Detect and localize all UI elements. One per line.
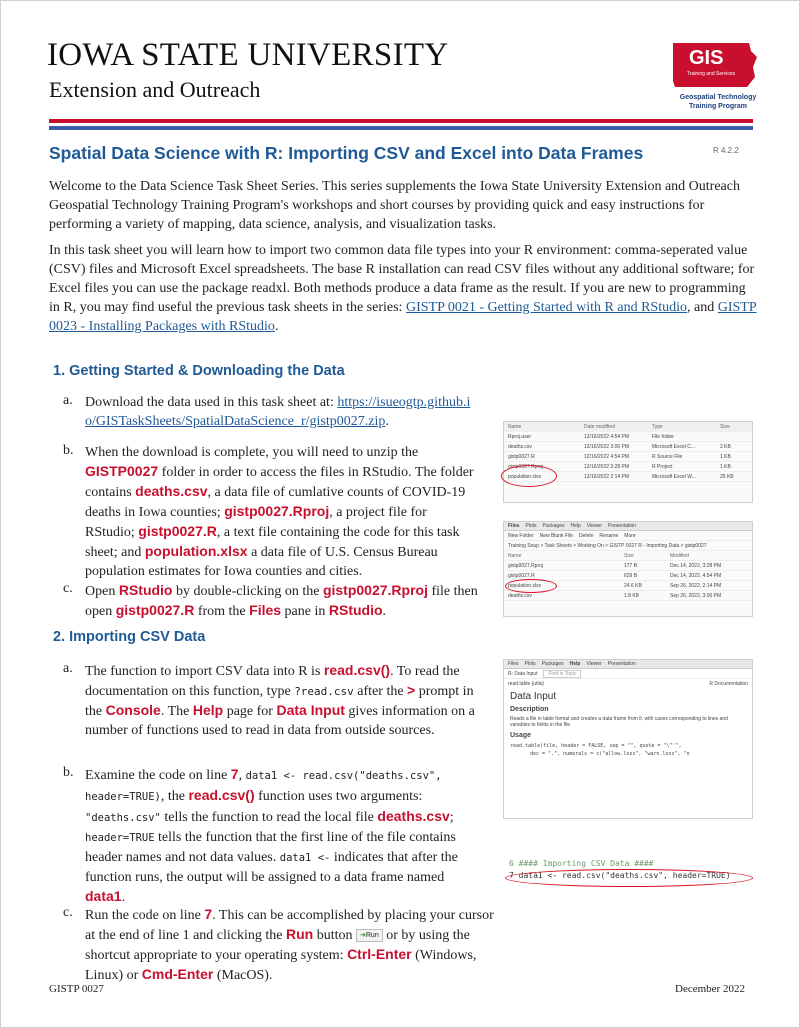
link-gistp-0021[interactable]: GISTP 0021 - Getting Started with R and RStudio (405, 300, 687, 315)
header-rule-blue (49, 126, 753, 130)
section-2-item-a (85, 661, 483, 740)
code-line-6: 6 #### Importing CSV Data #### (509, 859, 654, 868)
s2a-text: . To read the documentation on this function, type (85, 664, 460, 699)
help-crumb-row (504, 679, 752, 689)
code-line-7: 7 data1 <- read.csv("deaths.csv", header=TRUE) (509, 871, 731, 880)
help-crumb: read.table {utils} (508, 681, 544, 687)
help-usage-heading: Usage (510, 732, 532, 739)
s2b-deaths: deaths.csv (377, 808, 450, 824)
cell: 629 B (624, 572, 638, 579)
s2b-text: function uses two arguments: (258, 789, 423, 804)
s1a-end: . (385, 414, 389, 429)
cell: 12/16/2022 3:00 PM (584, 443, 630, 450)
cell: Dec 14, 2022, 4:54 PM (670, 572, 722, 579)
cell: gistp0027.R (508, 453, 535, 460)
s2b-text: tells the function to read the local file (164, 810, 374, 825)
list-letter: c. (63, 581, 73, 596)
tab: Presentation (607, 661, 636, 667)
s2c-ctrl-enter: Ctrl-Enter (347, 946, 412, 962)
s2c-line: 7 (204, 906, 213, 922)
s2a-help: Help (192, 702, 224, 718)
list-letter: c. (63, 905, 73, 920)
university-wordmark: IOWA STATE UNIVERSITY (47, 37, 449, 73)
intro-paragraph-2 (49, 241, 757, 336)
section-1-item-a (85, 393, 473, 431)
s2a-console: Console (105, 702, 161, 718)
help-tabs (504, 660, 752, 669)
cell: Sep 26, 2022, 2:14 PM (670, 582, 722, 589)
cell: 12/16/2022 3:28 PM (584, 463, 630, 470)
intro-end: . (274, 319, 279, 334)
cell: 12/16/2022 2:14 PM (584, 473, 630, 480)
section-2-item-b (85, 765, 487, 907)
s2b-text: tells the function that the first line of the file contains header names and not data values. (85, 830, 456, 865)
s2b-text: Examine the code on line (85, 768, 228, 783)
s1c-rstudio: RStudio (118, 582, 173, 598)
intro-text: In this task sheet you will learn how to import two common data file types into your R environment: comma-seperated value (CSV) files and Microsoft Excel spreadsheets. The base R installation can read CSV files without any additional software; for Excel files you can use the package readxl. Both methods produce a data frame as the result. If you are new to programming in R, you may find useful the previous task sheets in the series: (49, 243, 755, 315)
cell: Microsoft Excel C... (652, 443, 696, 450)
s2b-text: indicates that after the function runs, the output will be assigned to a data frame named (85, 850, 458, 885)
cell: deaths.csv (508, 592, 532, 599)
help-title: Data Input (510, 691, 557, 702)
r-version: R 4.2.2 (713, 146, 739, 155)
toolbar-item: Rename (599, 532, 619, 539)
help-toolbar (504, 669, 752, 679)
intro-paragraph-1: Welcome to the Data Science Task Sheet Series. This series supplements the Iowa State University Extension and Outreach Geospatial Technology Training Program's workshops and short courses by providing quick and easy instructions for performing a variety of mapping, data science, analysis, and visualization tasks. (49, 179, 740, 232)
cell: R Source File (652, 453, 683, 460)
s1c-rproj: gistp0027.Rproj (322, 582, 428, 598)
explorer-row (504, 452, 752, 462)
cell: Sep 26, 2022, 3:00 PM (670, 592, 722, 599)
cell: File folder (652, 433, 674, 440)
cell: 25 KB (720, 473, 734, 480)
files-header-row (504, 551, 752, 561)
explorer-screenshot (503, 421, 753, 503)
toolbar-item: More (624, 532, 636, 539)
tab: Plots (524, 661, 536, 667)
download-link[interactable]: https://isueogtp.github.io/GISTaskSheets/SpatialDataScience_r/gistp0027.zip (85, 395, 471, 429)
s1b-file-rproj: gistp0027.Rproj (224, 503, 330, 519)
s2b-data1: data1 (85, 888, 122, 904)
s2b-code: data1 <- read.csv("deaths.csv", header=TRUE) (85, 770, 442, 803)
section-2-heading: 2. Importing CSV Data (53, 629, 206, 645)
s2a-text: . The (160, 704, 190, 719)
s2c-text: (MacOS). (216, 968, 273, 983)
s1c-rstudio: RStudio (328, 602, 383, 618)
cell: gistp0027.Rproj (508, 463, 544, 470)
files-tabs (504, 522, 752, 531)
explorer-row (504, 432, 752, 442)
s1b-file-deaths: deaths.csv (135, 483, 208, 499)
tab: Help (570, 523, 581, 529)
list-letter: b. (63, 765, 74, 780)
cell: 1 KB (720, 453, 731, 460)
s2a-function: read.csv() (323, 662, 391, 678)
tab: Presentation (608, 523, 637, 529)
run-button-label: Run (365, 932, 379, 940)
col-size: Size (720, 423, 730, 430)
help-description: Reads a file in table format and creates a data frame from it, with cases corresponding to lines and variables to fields in the file. (510, 716, 728, 728)
program-name (673, 93, 763, 111)
gis-badge-text: GIS (689, 47, 724, 69)
tab: Files (508, 661, 519, 667)
tab: Packages (542, 523, 565, 529)
s1c-r: gistp0027.R (115, 602, 195, 618)
explorer-header-row (504, 422, 752, 432)
section-2-item-c (85, 905, 495, 985)
intro-and: , and (687, 300, 715, 315)
s1b-text: , a project file for RStudio; (85, 505, 427, 540)
col-size: Size (624, 552, 634, 559)
tab: Help (569, 661, 581, 667)
col-name: Name (508, 552, 522, 559)
s2b-text: . (121, 890, 126, 905)
tab: Viewer (586, 661, 602, 667)
s1a-text: Download the data used in this task sheet at: (85, 395, 334, 410)
cell: gistp0027.Rproj (508, 562, 544, 569)
s2a-text: page for (226, 704, 273, 719)
unit-name: Extension and Outreach (49, 77, 261, 102)
s1c-text: pane in (284, 604, 326, 619)
program-line-2: Training Program (689, 103, 747, 110)
s2c-text: or by using the shortcut appropriate to your operating system: (85, 928, 470, 963)
rstudio-files-screenshot (503, 521, 753, 617)
cell: gistp0027.R (508, 572, 535, 579)
cell: 24.6 KB (624, 582, 642, 589)
s1c-text: Open (85, 584, 116, 599)
col-type: Type (652, 423, 663, 430)
run-arrow-icon: ➜ (360, 932, 366, 940)
s2a-text: gives information on a number of functions used to read in data from outside sources. (85, 704, 475, 738)
col-name: Name (508, 423, 522, 430)
files-row (504, 561, 752, 571)
s2b-code: data1 <- (279, 852, 331, 864)
s1b-text: When the download is complete, you will need to unzip the (85, 445, 419, 460)
s2b-text: , the (160, 789, 185, 804)
files-path (504, 541, 752, 551)
footer-right: December 2022 (675, 983, 745, 995)
s2b-code: header=TRUE (85, 832, 155, 844)
cell: 1 KB (720, 463, 731, 470)
cell: 177 B (624, 562, 638, 569)
s2b-code: "deaths.csv" (85, 812, 161, 824)
gis-badge-sub: Training and Services (687, 71, 736, 77)
cell: Dec 14, 2022, 3:28 PM (670, 562, 722, 569)
s2c-text: button (316, 928, 353, 943)
toolbar-item: Delete (578, 532, 594, 539)
s1c-text: by double-clicking on the (175, 584, 320, 599)
section-1-heading: 1. Getting Started & Downloading the Data (53, 363, 345, 379)
s2b-text: , (238, 768, 243, 783)
path-text: Training Soup > Task Sheets > Working On > GISTP 0027 R - Importing Data > gistp0027 (508, 542, 707, 549)
list-letter: a. (63, 661, 73, 676)
s1b-text: , a text file containing the code for this task sheet; and (85, 525, 460, 560)
page-title: Spatial Data Science with R: Importing CSV and Excel into Data Frames (49, 143, 644, 163)
explorer-row (504, 442, 752, 452)
s2a-text: The function to import CSV data into R is (85, 664, 321, 679)
s2c-cmd-enter: Cmd-Enter (141, 966, 214, 982)
s2a-prompt: > (407, 682, 416, 698)
cell: population.xlsx (508, 582, 542, 589)
s2b-line: 7 (230, 766, 239, 782)
help-doc: R Documentation (709, 681, 748, 687)
s2c-text: Run the code on line (85, 908, 201, 923)
s1b-text: , a data file of cumlative counts of COVID-19 deaths in Iowa counties; (85, 485, 466, 520)
s2a-code: ?read.csv (294, 685, 354, 698)
s2c-text: . This can be accomplished by placing your cursor at the end of line 1 and clicking the (85, 908, 494, 943)
gis-logo (667, 37, 763, 113)
s2a-text: prompt in the (85, 684, 474, 719)
help-usage-2: dec = ".", numerals = c("allow.loss", "warn.loss", "n (530, 751, 690, 757)
list-letter: b. (63, 443, 74, 458)
s1c-text: . (382, 604, 387, 619)
help-find: Find in Topic (543, 670, 581, 678)
tab: Packages (541, 661, 564, 667)
run-button-image (356, 929, 383, 942)
s1c-text: from the (197, 604, 246, 619)
s1c-files: Files (249, 602, 282, 618)
program-line-1: Geospatial Technology (679, 94, 757, 101)
link-gistp-0023[interactable]: GISTP 0023 - Installing Packages with RStudio (49, 300, 757, 334)
files-toolbar (504, 531, 752, 541)
highlight-oval (501, 465, 557, 487)
cell: deaths.csv (508, 443, 532, 450)
header-rule-red (49, 119, 753, 123)
section-1-item-b (85, 443, 477, 581)
toolbar-item: New Folder (508, 532, 534, 539)
cell: 2 KB (720, 443, 731, 450)
cell: Rproj.user (508, 433, 532, 440)
toolbar-item: New Blank File (539, 532, 573, 539)
s1b-text: a data file of U.S. Census Bureau population estimates for Iowa counties and cities. (85, 545, 438, 579)
cell: 12/16/2022 4:54 PM (584, 453, 630, 460)
col-date: Date modified (584, 423, 615, 430)
help-topic: R: Data Input (508, 670, 538, 677)
highlight-oval (505, 869, 753, 887)
help-usage-1: read.table(file, header = FALSE, sep = "", quote = "\"'", (510, 743, 682, 749)
s2c-text: (Windows, Linux) or (85, 948, 477, 983)
highlight-oval (505, 579, 557, 593)
s2a-text: after the (357, 684, 404, 699)
s2a-data-input: Data Input (276, 702, 345, 718)
s2c-run: Run (286, 926, 314, 942)
section-1-item-c (85, 581, 481, 621)
tab: Files (508, 523, 520, 529)
rstudio-help-screenshot (503, 659, 753, 819)
cell: population.xlsx (508, 473, 542, 480)
cell: 12/16/2022 4:54 PM (584, 433, 630, 440)
s1c-text: file then open (85, 584, 478, 619)
s1b-text: folder in order to access the files in RStudio. The folder contains (85, 465, 474, 500)
s1b-file-population: population.xlsx (144, 543, 248, 559)
footer-left: GISTP 0027 (49, 983, 104, 995)
col-modified: Modified (670, 552, 689, 559)
tab: Viewer (586, 523, 602, 529)
cell: 1.8 KB (624, 592, 640, 599)
tab: Plots (525, 523, 537, 529)
s1b-file-r: gistp0027.R (138, 523, 217, 539)
list-letter: a. (63, 393, 73, 408)
s2b-function: read.csv() (188, 787, 255, 803)
s1b-folder-name: GISTP0027 (85, 463, 159, 479)
files-row (504, 591, 752, 601)
cell: R Project (652, 463, 673, 470)
help-description-heading: Description (510, 706, 549, 713)
s2b-text: ; (449, 810, 454, 825)
cell: Microsoft Excel W... (652, 473, 696, 480)
